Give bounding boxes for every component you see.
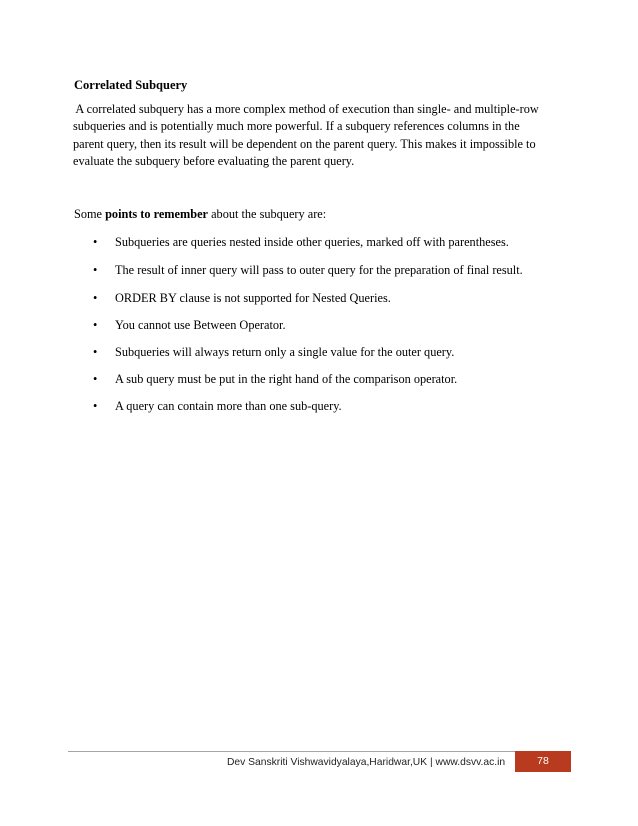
list-item-text: A sub query must be put in the right hand of the comparison operator.: [115, 372, 458, 386]
list-item-text: Subqueries will always return only a single value for the outer query.: [115, 345, 455, 359]
bullet-icon: •: [93, 291, 98, 305]
list-item-text: ORDER BY clause is not supported for Nested Queries.: [115, 291, 391, 305]
paragraph-line: subqueries and is potentially much more powerful. If a subquery references columns in the: [73, 119, 520, 134]
bullet-icon: •: [93, 318, 98, 332]
bullet-icon: •: [93, 263, 98, 277]
section-heading: Correlated Subquery: [74, 78, 188, 92]
footer-text: Dev Sanskriti Vishwavidyalaya,Haridwar,UK | www.dsvv.ac.in: [227, 757, 506, 768]
intro-suffix: about the subquery are:: [208, 207, 327, 221]
bullet-icon: •: [93, 345, 98, 359]
bullet-icon: •: [93, 235, 98, 249]
list-item-text: Subqueries are queries nested inside other queries, marked off with parentheses.: [115, 235, 509, 249]
footer-divider: [68, 751, 571, 752]
bullet-icon: •: [93, 399, 98, 413]
page-number: 78: [515, 751, 571, 772]
paragraph-line: parent query, then its result will be dependent on the parent query. This makes it impossible to: [73, 136, 536, 151]
list-item-text: The result of inner query will pass to outer query for the preparation of final result.: [115, 263, 523, 277]
paragraph: [73, 101, 563, 170]
intro-prefix: Some: [74, 207, 106, 221]
list-item-text: A query can contain more than one sub-query.: [115, 399, 342, 413]
bullet-icon: •: [93, 372, 98, 386]
paragraph-line: A correlated subquery has a more complex method of execution than single- and multiple-row: [73, 102, 539, 116]
points-intro: [74, 207, 326, 222]
paragraph-line: evaluate the subquery before evaluating the parent query.: [73, 153, 355, 168]
list-item-text: You cannot use Between Operator.: [115, 318, 286, 332]
intro-bold: points to remember: [105, 207, 209, 221]
